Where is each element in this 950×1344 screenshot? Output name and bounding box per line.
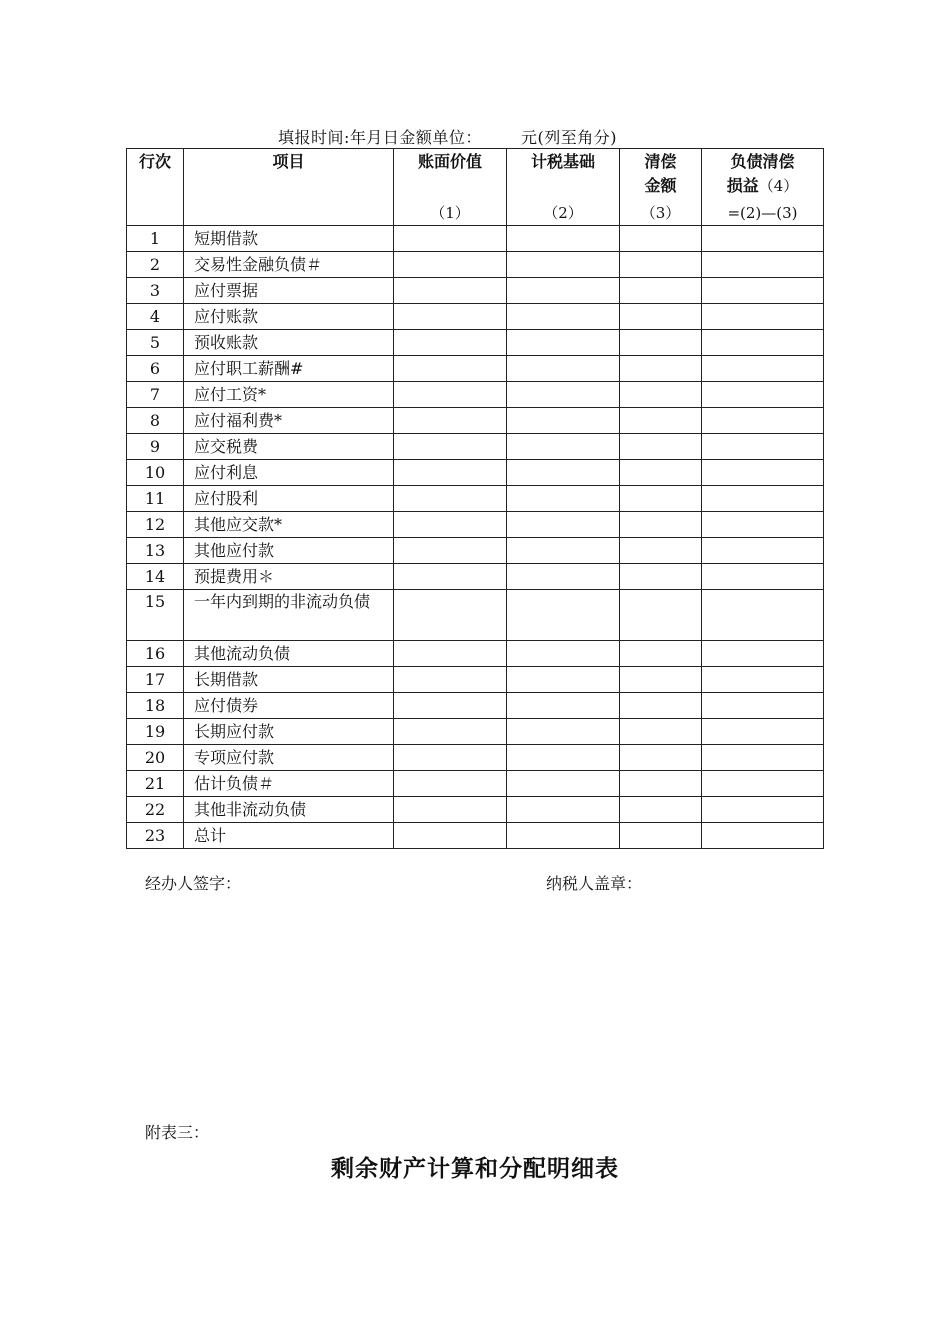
table-row [127,797,824,823]
row-number-cell: 9 [127,434,184,460]
item-name-cell: 专项应付款 [184,745,394,771]
row-number-cell: 2 [127,252,184,278]
tax-basis-cell[interactable] [507,693,620,719]
row-number-cell: 6 [127,356,184,382]
tax-basis-cell[interactable] [507,356,620,382]
tax-basis-cell[interactable] [507,460,620,486]
row-number-cell: 15 [127,590,184,641]
table-row [127,693,824,719]
gain-loss-cell[interactable] [702,486,824,512]
clear-amount-cell[interactable] [620,226,702,252]
table-row [127,641,824,667]
book-value-cell[interactable] [394,408,507,434]
col-header-book-value: 账面价值 （1） [394,149,507,226]
row-number-cell: 19 [127,719,184,745]
tax-basis-cell[interactable] [507,408,620,434]
gain-loss-cell[interactable] [702,512,824,538]
gain-loss-cell[interactable] [702,278,824,304]
tax-basis-cell[interactable] [507,564,620,590]
gain-loss-cell[interactable] [702,226,824,252]
clear-amount-cell[interactable] [620,641,702,667]
table-row [127,226,824,252]
item-name-cell: 其他非流动负债 [184,797,394,823]
clear-amount-cell[interactable] [620,823,702,849]
book-value-cell[interactable] [394,641,507,667]
book-value-cell[interactable] [394,434,507,460]
annex-title: 剩余财产计算和分配明细表 [331,1156,619,1182]
item-name-cell: 应付福利费* [184,408,394,434]
tax-basis-cell[interactable] [507,797,620,823]
tax-basis-cell[interactable] [507,538,620,564]
tax-basis-cell[interactable] [507,719,620,745]
row-number-cell: 12 [127,512,184,538]
table-row [127,330,824,356]
tax-basis-cell[interactable] [507,226,620,252]
row-number-cell: 21 [127,771,184,797]
item-name-cell: 其他应交款* [184,512,394,538]
book-value-cell[interactable] [394,719,507,745]
book-value-cell[interactable] [394,226,507,252]
row-number-cell: 5 [127,330,184,356]
table-row [127,590,824,641]
book-value-cell[interactable] [394,564,507,590]
table-row [127,408,824,434]
item-name-cell: 其他流动负债 [184,641,394,667]
book-value-cell[interactable] [394,771,507,797]
table-row [127,356,824,382]
book-value-cell[interactable] [394,356,507,382]
book-value-cell[interactable] [394,330,507,356]
tax-basis-cell[interactable] [507,330,620,356]
item-name-cell: 交易性金融负债＃ [184,252,394,278]
book-value-cell[interactable] [394,797,507,823]
fill-info-line: 填报时间:年月日金额单位： 元(列至角分) [278,128,617,147]
liability-liquidation-table [126,148,824,849]
col-header-gain-loss: 负债清偿 损益（4） =(2)—(3) [702,149,824,226]
table-header-row [127,149,824,226]
book-value-cell[interactable] [394,745,507,771]
item-name-cell: 短期借款 [184,226,394,252]
row-number-cell: 10 [127,460,184,486]
item-name-cell: 应付账款 [184,304,394,330]
col-header-clear-amount: 清偿 金额 （3） [620,149,702,226]
clear-amount-cell[interactable] [620,719,702,745]
table-row [127,382,824,408]
clear-amount-cell[interactable] [620,460,702,486]
item-name-cell: 长期应付款 [184,719,394,745]
book-value-cell[interactable] [394,590,507,641]
gain-loss-cell[interactable] [702,719,824,745]
book-value-cell[interactable] [394,278,507,304]
row-number-cell: 8 [127,408,184,434]
gain-loss-cell[interactable] [702,408,824,434]
gain-loss-cell[interactable] [702,356,824,382]
tax-basis-cell[interactable] [507,486,620,512]
item-name-cell: 应付利息 [184,460,394,486]
gain-loss-cell[interactable] [702,382,824,408]
book-value-cell[interactable] [394,382,507,408]
book-value-cell[interactable] [394,538,507,564]
clear-amount-cell[interactable] [620,797,702,823]
book-value-cell[interactable] [394,252,507,278]
row-number-cell: 3 [127,278,184,304]
gain-loss-cell[interactable] [702,641,824,667]
clear-amount-cell[interactable] [620,486,702,512]
item-name-cell: 一年内到期的非流动负债 [184,590,394,641]
clear-amount-cell[interactable] [620,745,702,771]
tax-basis-cell[interactable] [507,512,620,538]
table-row [127,719,824,745]
row-number-cell: 22 [127,797,184,823]
book-value-cell[interactable] [394,304,507,330]
clear-amount-cell[interactable] [620,252,702,278]
item-name-cell: 估计负债＃ [184,771,394,797]
gain-loss-cell[interactable] [702,590,824,641]
clear-amount-cell[interactable] [620,356,702,382]
annex-label: 附表三： [145,1123,210,1142]
col-header-item: 项目 [184,149,394,226]
tax-basis-cell[interactable] [507,745,620,771]
tax-basis-cell[interactable] [507,667,620,693]
table-row [127,512,824,538]
table-row [127,486,824,512]
clear-amount-cell[interactable] [620,564,702,590]
clear-amount-cell[interactable] [620,382,702,408]
gain-loss-cell[interactable] [702,252,824,278]
gain-loss-cell[interactable] [702,797,824,823]
col-header-row-no: 行次 [127,149,184,226]
row-number-cell: 1 [127,226,184,252]
book-value-cell[interactable] [394,460,507,486]
table-row [127,745,824,771]
book-value-cell[interactable] [394,486,507,512]
table-row [127,564,824,590]
gain-loss-cell[interactable] [702,304,824,330]
item-name-cell: 总计 [184,823,394,849]
item-name-cell: 应付债券 [184,693,394,719]
item-name-cell: 长期借款 [184,667,394,693]
taxpayer-seal-label: 纳税人盖章： [546,874,643,893]
row-number-cell: 18 [127,693,184,719]
table-row [127,667,824,693]
clear-amount-cell[interactable] [620,278,702,304]
row-number-cell: 16 [127,641,184,667]
table-row [127,304,824,330]
clear-amount-cell[interactable] [620,304,702,330]
tax-basis-cell[interactable] [507,382,620,408]
gain-loss-cell[interactable] [702,745,824,771]
gain-loss-cell[interactable] [702,538,824,564]
table-row [127,771,824,797]
tax-basis-cell[interactable] [507,434,620,460]
tax-basis-cell[interactable] [507,304,620,330]
book-value-cell[interactable] [394,823,507,849]
table-row [127,460,824,486]
item-name-cell: 应付职工薪酬# [184,356,394,382]
row-number-cell: 11 [127,486,184,512]
row-number-cell: 17 [127,667,184,693]
col-header-tax-basis: 计税基础 （2） [507,149,620,226]
gain-loss-cell[interactable] [702,771,824,797]
clear-amount-cell[interactable] [620,408,702,434]
clear-amount-cell[interactable] [620,771,702,797]
gain-loss-cell[interactable] [702,693,824,719]
gain-loss-cell[interactable] [702,434,824,460]
row-number-cell: 13 [127,538,184,564]
item-name-cell: 其他应付款 [184,538,394,564]
gain-loss-cell[interactable] [702,460,824,486]
item-name-cell: 预收账款 [184,330,394,356]
row-number-cell: 4 [127,304,184,330]
row-number-cell: 7 [127,382,184,408]
clear-amount-cell[interactable] [620,667,702,693]
handler-signature-label: 经办人签字： [145,874,242,893]
item-name-cell: 预提费用＊ [184,564,394,590]
gain-loss-cell[interactable] [702,823,824,849]
item-name-cell: 应付工资* [184,382,394,408]
tax-basis-cell[interactable] [507,278,620,304]
gain-loss-cell[interactable] [702,564,824,590]
table-row [127,538,824,564]
book-value-cell[interactable] [394,693,507,719]
row-number-cell: 14 [127,564,184,590]
tax-basis-cell[interactable] [507,823,620,849]
table-row [127,252,824,278]
item-name-cell: 应付票据 [184,278,394,304]
clear-amount-cell[interactable] [620,538,702,564]
row-number-cell: 23 [127,823,184,849]
book-value-cell[interactable] [394,667,507,693]
gain-loss-cell[interactable] [702,330,824,356]
tax-basis-cell[interactable] [507,590,620,641]
tax-basis-cell[interactable] [507,252,620,278]
tax-basis-cell[interactable] [507,641,620,667]
gain-loss-cell[interactable] [702,667,824,693]
clear-amount-cell[interactable] [620,512,702,538]
clear-amount-cell[interactable] [620,590,702,641]
clear-amount-cell[interactable] [620,693,702,719]
table-row [127,278,824,304]
clear-amount-cell[interactable] [620,434,702,460]
book-value-cell[interactable] [394,512,507,538]
table-row [127,434,824,460]
table-row [127,823,824,849]
tax-basis-cell[interactable] [507,771,620,797]
item-name-cell: 应交税费 [184,434,394,460]
row-number-cell: 20 [127,745,184,771]
item-name-cell: 应付股利 [184,486,394,512]
clear-amount-cell[interactable] [620,330,702,356]
